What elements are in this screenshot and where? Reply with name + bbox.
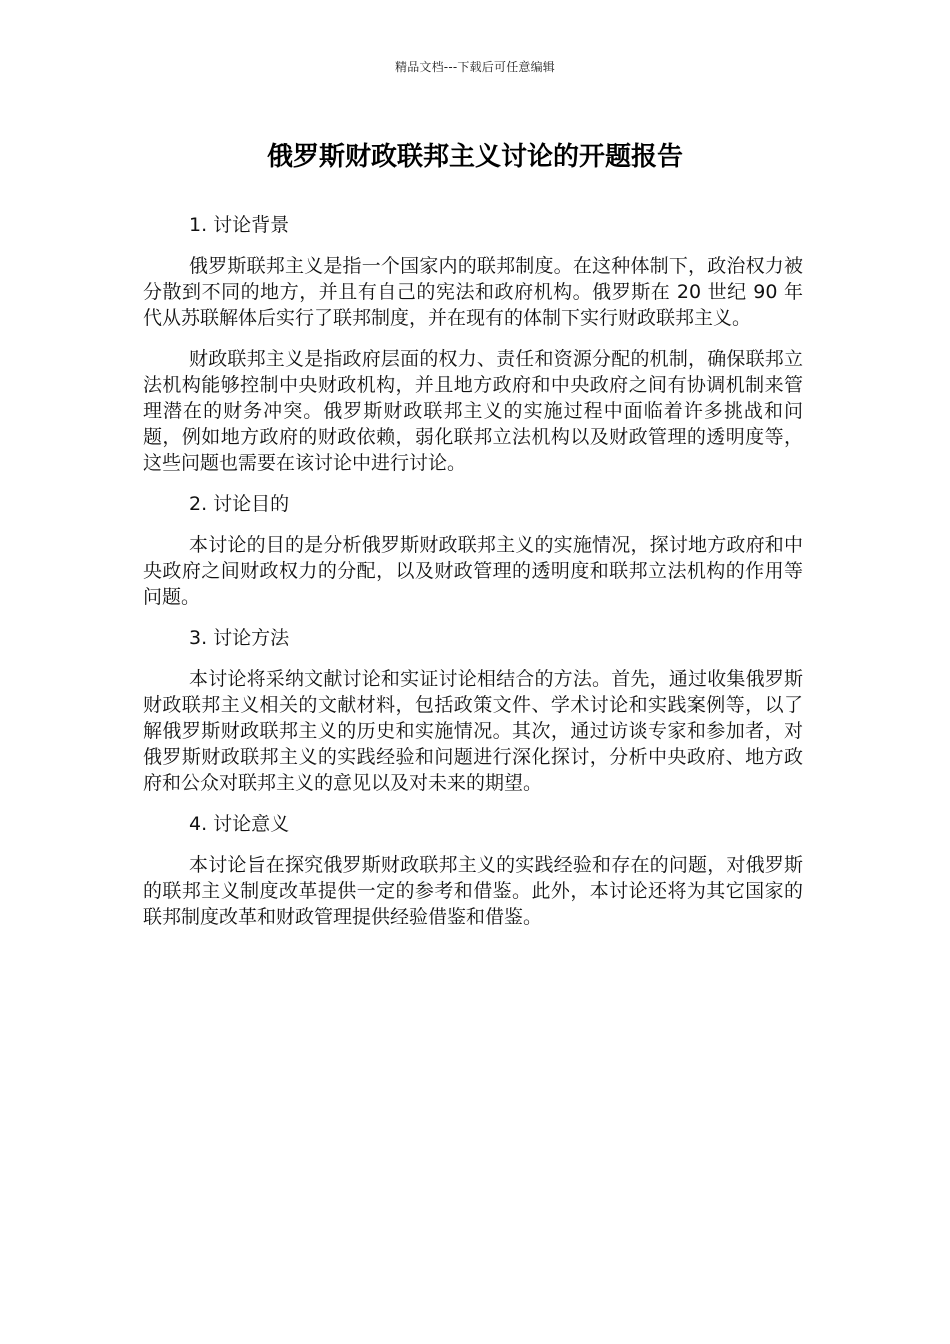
section-purpose [143,491,803,610]
document-title: 俄罗斯财政联邦主义讨论的开题报告 [266,142,683,172]
section-heading: 4. 讨论意义 [189,813,290,835]
section-method [143,625,803,796]
document-body [143,212,803,945]
section-heading: 1. 讨论背景 [189,214,290,236]
paragraph: 本讨论将采纳文献讨论和实证讨论相结合的方法。首先，通过收集俄罗斯财政联邦主义相关的文献材料，包括政策文件、学术讨论和实践案例等，以了解俄罗斯财政联邦主义的历史和实施情况。其次，通过访谈专家和参加者，对俄罗斯财政联邦主义的实践经验和问题进行深化探讨，分析中央政府、地方政府和公众对联邦主义的意见以及对未来的期望。 [143,668,803,794]
paragraph: 本讨论旨在探究俄罗斯财政联邦主义的实践经验和存在的问题，对俄罗斯的联邦主义制度改革提供一定的参考和借鉴。此外，本讨论还将为其它国家的联邦制度改革和财政管理提供经验借鉴和借鉴。 [143,854,803,928]
section-heading: 2. 讨论目的 [189,493,290,515]
header-note: 精品文档---下载后可任意编辑 [395,60,555,74]
paragraph: 财政联邦主义是指政府层面的权力、责任和资源分配的机制，确保联邦立法机构能够控制中央财政机构，并且地方政府和中央政府之间有协调机制来管理潜在的财务冲突。俄罗斯财政联邦主义的实施过程中面临着许多挑战和问题，例如地方政府的财政依赖，弱化联邦立法机构以及财政管理的透明度等，这些问题也需要在该讨论中进行讨论。 [143,348,803,474]
section-background [143,212,803,476]
paragraph: 俄罗斯联邦主义是指一个国家内的联邦制度。在这种体制下，政治权力被分散到不同的地方，并且有自己的宪法和政府机构。俄罗斯在 20 世纪 90 年代从苏联解体后实行了联邦制度，并在现有的体制下实行财政联邦主义。 [143,255,803,329]
paragraph: 本讨论的目的是分析俄罗斯财政联邦主义的实施情况，探讨地方政府和中央政府之间财政权力的分配，以及财政管理的透明度和联邦立法机构的作用等问题。 [143,534,803,608]
section-significance [143,811,803,930]
section-heading: 3. 讨论方法 [189,627,290,649]
